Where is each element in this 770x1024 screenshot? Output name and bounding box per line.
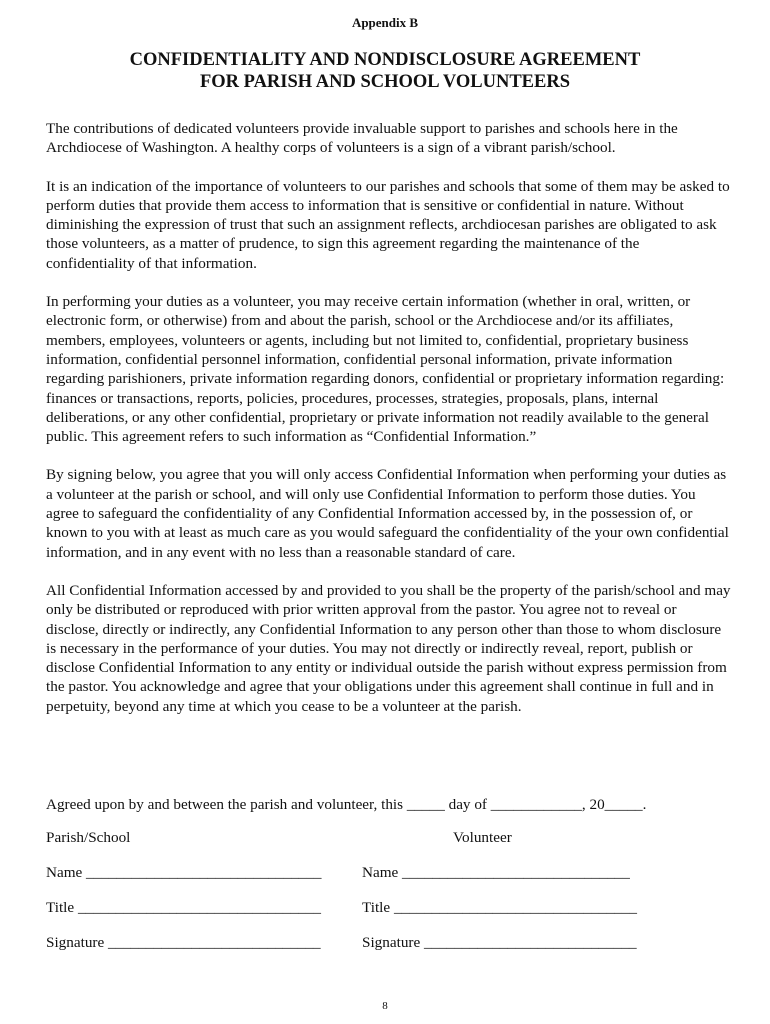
paragraph-ownership: All Confidential Information accessed by and provided to you shall be the property of the parish/school and may only be distributed or reproduced with prior written approval from the pastor. You agree not to reveal or disclose, directly or indirectly, any Confidential Information to any person other than those to whom disclosure is necessary in the performance of your duties. You may not directly or indirectly reveal, report, publish or disclose Confidential Information to any entity or individual outside the parish without express permission from the pastor. You acknowledge and agree that your obligations under this agreement shall continue in full and in perpetuity, beyond any time at which you cease to be a volunteer at the parish. [46,581,731,715]
parish-title-field[interactable]: Title ________________________________ [46,899,321,916]
document-title [0,49,770,93]
agreement-date-line: Agreed upon by and between the parish and volunteer, this _____ day of ____________, 20_____. [46,796,647,813]
title-line-1: CONFIDENTIALITY AND NONDISCLOSURE AGREEMENT [129,50,641,70]
paragraph-intro: The contributions of dedicated volunteers provide invaluable support to parishes and schools here in the Archdiocese of Washington. A healthy corps of volunteers is a sign of a vibrant parish/school. [46,120,678,157]
parish-signature-field[interactable]: Signature ____________________________ [46,934,321,951]
volunteer-name-field[interactable]: Name ______________________________ [362,864,630,881]
page-number: 8 [382,1000,388,1012]
paragraph-obligations: By signing below, you agree that you will only access Confidential Information when performing your duties as a volunteer at the parish or school, and will only use Confidential Information to perform those duties. You agree to safeguard the confidentiality of any Confidential Information accessed by, in the possession of, or known to you with at least as much care as you would safeguard the confidentiality of the your own confidential information, and in any event with no less than a reasonable standard of care. [46,466,729,561]
appendix-label: Appendix B [351,15,419,30]
parish-name-field[interactable]: Name _______________________________ [46,864,322,881]
paragraph-purpose: It is an indication of the importance of volunteers to our parishes and schools that some of them may be asked to perform duties that provide them access to information that is sensitive or confidential in nature. Without diminishing the expression of trust that such an assignment reflects, archdiocesan parishes are obligated to ask those volunteers, as a matter of prudence, to sign this agreement regarding the maintenance of the confidentiality of that information. [46,177,730,272]
parish-school-heading: Parish/School [46,829,131,846]
paragraph-definition: In performing your duties as a volunteer, you may receive certain information (whether in oral, written, or electronic form, or otherwise) from and about the parish, school or the Archdiocese and/or its affiliates, members, employees, volunteers or agents, including but not limited to, confidential, proprietary business information, confidential personnel information, confidential personal information, private information regarding parishioners, private information regarding donors, confidential or proprietary information regarding: finances or transactions, reports, policies, procedures, processes, strategies, proposals, plans, internal deliberations, or any other confidential, proprietary or private information not readily available to the general public. This agreement refers to such information as “Confidential Information.” [46,293,725,446]
volunteer-heading: Volunteer [453,829,512,846]
volunteer-title-field[interactable]: Title ________________________________ [362,899,637,916]
agreement-body [46,119,731,735]
title-line-2: FOR PARISH AND SCHOOL VOLUNTEERS [199,72,571,92]
volunteer-signature-field[interactable]: Signature ____________________________ [362,934,637,951]
